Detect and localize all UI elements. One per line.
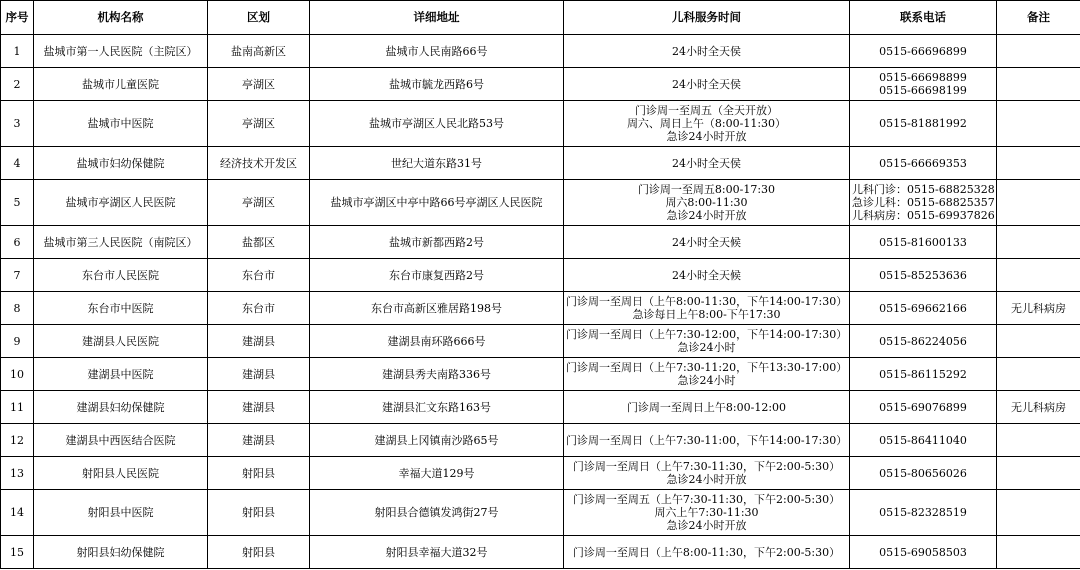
header-institution: 机构名称 bbox=[34, 1, 208, 35]
cell-district: 盐南高新区 bbox=[208, 35, 310, 68]
cell-pediatric-hours bbox=[564, 391, 850, 424]
cell-phone bbox=[850, 358, 997, 391]
cell-pediatric-hours-line: 门诊周一至周日（上午7:30-12:00，下午14:00-17:30） bbox=[566, 328, 848, 341]
cell-phone bbox=[850, 259, 997, 292]
cell-district: 亭湖区 bbox=[208, 180, 310, 226]
cell-pediatric-hours-line: 周六、周日上午（8:00-11:30） bbox=[626, 117, 787, 130]
header-phone: 联系电话 bbox=[850, 1, 997, 35]
cell-phone bbox=[850, 68, 997, 101]
cell-address: 东台市高新区雅居路198号 bbox=[310, 292, 564, 325]
cell-institution: 射阳县人民医院 bbox=[34, 457, 208, 490]
cell-address: 幸福大道129号 bbox=[310, 457, 564, 490]
cell-index: 13 bbox=[1, 457, 34, 490]
cell-phone bbox=[850, 226, 997, 259]
cell-pediatric-hours-line: 24小时全天侯 bbox=[672, 156, 741, 170]
cell-district: 东台市 bbox=[208, 292, 310, 325]
table-row bbox=[1, 391, 1080, 424]
cell-address: 盐城市新都西路2号 bbox=[310, 226, 564, 259]
cell-district: 射阳县 bbox=[208, 490, 310, 536]
cell-pediatric-hours-line: 门诊周一至周五8:00-17:30 bbox=[637, 183, 776, 196]
cell-pediatric-hours bbox=[564, 259, 850, 292]
cell-address: 建湖县南环路666号 bbox=[310, 325, 564, 358]
cell-pediatric-hours-line: 门诊周一至周五（全天开放） bbox=[635, 104, 778, 117]
cell-pediatric-hours-line: 24小时全天侯 bbox=[672, 44, 741, 58]
cell-institution: 盐城市亭湖区人民医院 bbox=[34, 180, 208, 226]
cell-address: 世纪大道东路31号 bbox=[310, 147, 564, 180]
table-row bbox=[1, 259, 1080, 292]
cell-pediatric-hours bbox=[564, 457, 850, 490]
cell-pediatric-hours-line: 急诊24小时开放 bbox=[666, 473, 747, 486]
table-row bbox=[1, 358, 1080, 391]
cell-remarks bbox=[997, 259, 1080, 292]
cell-address: 建湖县秀夫南路336号 bbox=[310, 358, 564, 391]
cell-institution: 东台市人民医院 bbox=[34, 259, 208, 292]
cell-index: 6 bbox=[1, 226, 34, 259]
cell-phone bbox=[850, 457, 997, 490]
header-remarks: 备注 bbox=[997, 1, 1080, 35]
cell-pediatric-hours bbox=[564, 68, 850, 101]
cell-index: 9 bbox=[1, 325, 34, 358]
header-pediatric-hours: 儿科服务时间 bbox=[564, 1, 850, 35]
cell-institution: 盐城市第一人民医院（主院区） bbox=[34, 35, 208, 68]
table-row bbox=[1, 490, 1080, 536]
cell-pediatric-hours bbox=[564, 180, 850, 226]
cell-institution: 建湖县人民医院 bbox=[34, 325, 208, 358]
cell-pediatric-hours-line: 门诊周一至周日（上午8:00-11:30，下午2:00-5:30） bbox=[572, 545, 841, 559]
cell-phone-line: 0515-82328519 bbox=[879, 506, 967, 519]
table-row bbox=[1, 325, 1080, 358]
header-row bbox=[1, 1, 1080, 35]
cell-remarks bbox=[997, 101, 1080, 147]
cell-remarks bbox=[997, 35, 1080, 68]
cell-phone-line: 0515-69076899 bbox=[879, 400, 967, 414]
cell-address: 盐城市亭湖区人民北路53号 bbox=[310, 101, 564, 147]
cell-remarks bbox=[997, 325, 1080, 358]
cell-remarks bbox=[997, 536, 1080, 569]
cell-district: 亭湖区 bbox=[208, 68, 310, 101]
cell-institution: 建湖县中医院 bbox=[34, 358, 208, 391]
cell-pediatric-hours-line: 24小时全天侯 bbox=[672, 77, 741, 91]
cell-district: 建湖县 bbox=[208, 358, 310, 391]
cell-pediatric-hours-line: 周六8:00-11:30 bbox=[665, 196, 748, 209]
cell-pediatric-hours-line: 门诊周一至周日（上午8:00-11:30，下午14:00-17:30） bbox=[566, 295, 848, 308]
cell-pediatric-hours bbox=[564, 358, 850, 391]
cell-pediatric-hours-line: 急诊24小时开放 bbox=[666, 519, 747, 532]
cell-remarks bbox=[997, 424, 1080, 457]
cell-phone-line: 0515-69058503 bbox=[879, 545, 967, 559]
cell-institution: 盐城市妇幼保健院 bbox=[34, 147, 208, 180]
table-row bbox=[1, 226, 1080, 259]
cell-pediatric-hours-line: 门诊周一至周日（上午7:30-11:00，下午14:00-17:30） bbox=[566, 433, 848, 447]
table-row bbox=[1, 68, 1080, 101]
cell-phone bbox=[850, 325, 997, 358]
table-row bbox=[1, 35, 1080, 68]
cell-index: 8 bbox=[1, 292, 34, 325]
cell-district: 射阳县 bbox=[208, 457, 310, 490]
cell-phone-line: 0515-86115292 bbox=[879, 367, 967, 381]
cell-address: 盐城市毓龙西路6号 bbox=[310, 68, 564, 101]
cell-index: 1 bbox=[1, 35, 34, 68]
cell-remarks bbox=[997, 457, 1080, 490]
cell-index: 2 bbox=[1, 68, 34, 101]
cell-district: 建湖县 bbox=[208, 325, 310, 358]
cell-pediatric-hours-line: 门诊周一至周五（上午7:30-11:30，下午2:00-5:30） bbox=[572, 493, 841, 506]
cell-remarks: 无儿科病房 bbox=[997, 391, 1080, 424]
cell-institution: 射阳县妇幼保健院 bbox=[34, 536, 208, 569]
cell-district: 建湖县 bbox=[208, 391, 310, 424]
cell-district: 建湖县 bbox=[208, 424, 310, 457]
cell-institution: 射阳县中医院 bbox=[34, 490, 208, 536]
cell-district: 亭湖区 bbox=[208, 101, 310, 147]
table-body bbox=[1, 35, 1080, 569]
cell-pediatric-hours bbox=[564, 147, 850, 180]
cell-pediatric-hours-line: 急诊24小时开放 bbox=[666, 209, 747, 222]
header-index: 序号 bbox=[1, 1, 34, 35]
cell-phone bbox=[850, 101, 997, 147]
cell-institution: 建湖县妇幼保健院 bbox=[34, 391, 208, 424]
cell-phone-line: 儿科病房：0515-69937826 bbox=[852, 209, 995, 222]
cell-pediatric-hours-line: 周六上午7:30-11:30 bbox=[654, 506, 759, 519]
cell-district: 盐都区 bbox=[208, 226, 310, 259]
cell-phone-line: 0515-81881992 bbox=[879, 117, 967, 130]
cell-institution: 建湖县中西医结合医院 bbox=[34, 424, 208, 457]
cell-phone bbox=[850, 180, 997, 226]
header-address: 详细地址 bbox=[310, 1, 564, 35]
cell-remarks bbox=[997, 226, 1080, 259]
cell-pediatric-hours bbox=[564, 292, 850, 325]
cell-pediatric-hours bbox=[564, 35, 850, 68]
cell-index: 14 bbox=[1, 490, 34, 536]
table-row bbox=[1, 101, 1080, 147]
cell-index: 15 bbox=[1, 536, 34, 569]
cell-address: 射阳县幸福大道32号 bbox=[310, 536, 564, 569]
cell-phone-line: 0515-86224056 bbox=[879, 334, 967, 348]
cell-pediatric-hours bbox=[564, 490, 850, 536]
cell-phone-line: 0515-69662166 bbox=[879, 301, 967, 315]
cell-phone-line: 0515-66696899 bbox=[879, 44, 967, 58]
cell-index: 11 bbox=[1, 391, 34, 424]
cell-remarks bbox=[997, 358, 1080, 391]
cell-index: 5 bbox=[1, 180, 34, 226]
cell-pediatric-hours-line: 急诊24小时 bbox=[677, 374, 736, 387]
cell-phone bbox=[850, 490, 997, 536]
table-row bbox=[1, 180, 1080, 226]
cell-phone bbox=[850, 391, 997, 424]
cell-phone-line: 0515-80656026 bbox=[879, 466, 967, 480]
cell-remarks: 无儿科病房 bbox=[997, 292, 1080, 325]
cell-phone bbox=[850, 424, 997, 457]
table-row bbox=[1, 292, 1080, 325]
cell-district: 射阳县 bbox=[208, 536, 310, 569]
cell-phone-line: 0515-66669353 bbox=[879, 156, 967, 170]
cell-pediatric-hours bbox=[564, 424, 850, 457]
cell-pediatric-hours bbox=[564, 536, 850, 569]
header-district: 区划 bbox=[208, 1, 310, 35]
cell-address: 东台市康复西路2号 bbox=[310, 259, 564, 292]
cell-pediatric-hours-line: 门诊周一至周日（上午7:30-11:30，下午2:00-5:30） bbox=[572, 460, 841, 473]
cell-pediatric-hours-line: 急诊24小时开放 bbox=[666, 130, 747, 143]
cell-phone bbox=[850, 35, 997, 68]
cell-remarks bbox=[997, 180, 1080, 226]
cell-remarks bbox=[997, 490, 1080, 536]
cell-index: 12 bbox=[1, 424, 34, 457]
cell-phone-line: 0515-66698899 bbox=[879, 71, 967, 84]
cell-district: 经济技术开发区 bbox=[208, 147, 310, 180]
cell-phone-line: 0515-81600133 bbox=[879, 235, 967, 249]
cell-pediatric-hours-line: 门诊周一至周日上午8:00-12:00 bbox=[626, 400, 787, 414]
cell-address: 盐城市人民南路66号 bbox=[310, 35, 564, 68]
cell-phone-line: 急诊儿科：0515-68825357 bbox=[852, 196, 995, 209]
cell-pediatric-hours-line: 急诊24小时 bbox=[677, 341, 736, 354]
cell-phone-line: 0515-86411040 bbox=[879, 433, 967, 447]
table-row bbox=[1, 536, 1080, 569]
cell-index: 3 bbox=[1, 101, 34, 147]
cell-pediatric-hours bbox=[564, 226, 850, 259]
cell-pediatric-hours-line: 24小时全天候 bbox=[672, 268, 741, 282]
cell-address: 建湖县上冈镇南沙路65号 bbox=[310, 424, 564, 457]
cell-district: 东台市 bbox=[208, 259, 310, 292]
cell-phone-line: 0515-85253636 bbox=[879, 268, 967, 282]
cell-address: 建湖县汇文东路163号 bbox=[310, 391, 564, 424]
cell-pediatric-hours bbox=[564, 101, 850, 147]
table-row bbox=[1, 457, 1080, 490]
cell-pediatric-hours-line: 急诊每日上午8:00-下午17:30 bbox=[632, 308, 781, 321]
cell-phone bbox=[850, 536, 997, 569]
cell-phone-line: 儿科门诊：0515-68825328 bbox=[852, 183, 995, 196]
cell-pediatric-hours-line: 24小时全天候 bbox=[672, 235, 741, 249]
cell-pediatric-hours-line: 门诊周一至周日（上午7:30-11:20，下午13:30-17:00） bbox=[566, 361, 848, 374]
cell-index: 7 bbox=[1, 259, 34, 292]
cell-institution: 盐城市第三人民医院（南院区） bbox=[34, 226, 208, 259]
table-row bbox=[1, 424, 1080, 457]
table-row bbox=[1, 147, 1080, 180]
cell-pediatric-hours bbox=[564, 325, 850, 358]
cell-index: 4 bbox=[1, 147, 34, 180]
cell-institution: 东台市中医院 bbox=[34, 292, 208, 325]
cell-institution: 盐城市儿童医院 bbox=[34, 68, 208, 101]
cell-phone bbox=[850, 147, 997, 180]
cell-phone bbox=[850, 292, 997, 325]
cell-index: 10 bbox=[1, 358, 34, 391]
cell-phone-line: 0515-66698199 bbox=[879, 84, 967, 97]
cell-address: 射阳县合德镇发鸿街27号 bbox=[310, 490, 564, 536]
cell-remarks bbox=[997, 147, 1080, 180]
cell-address: 盐城市亭湖区中亭中路66号亭湖区人民医院 bbox=[310, 180, 564, 226]
cell-remarks bbox=[997, 68, 1080, 101]
cell-institution: 盐城市中医院 bbox=[34, 101, 208, 147]
